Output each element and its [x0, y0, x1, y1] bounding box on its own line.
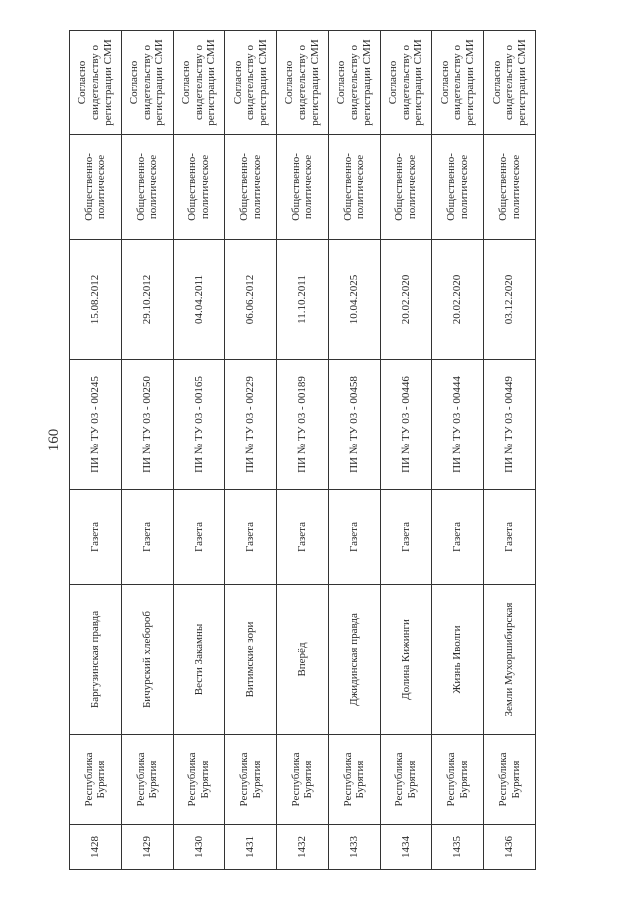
- registration-date-cell: 20.02.2020: [380, 240, 432, 360]
- region-cell: Республика Бурятия: [432, 735, 484, 825]
- table-row: [380, 31, 432, 870]
- row-number: 1430: [173, 825, 225, 870]
- table-row: [173, 31, 225, 870]
- media-name-cell: Джидинская правда: [328, 585, 380, 735]
- registration-date-cell: 15.08.2012: [70, 240, 122, 360]
- rights-cell: Согласно свидетельству о регистрации СМИ: [225, 31, 277, 135]
- registration-date-cell: 11.10.2011: [277, 240, 329, 360]
- rights-cell: Согласно свидетельству о регистрации СМИ: [277, 31, 329, 135]
- media-name-cell: Вести Закамны: [173, 585, 225, 735]
- media-form-cell: Газета: [225, 490, 277, 585]
- media-name-cell: Витимские зори: [225, 585, 277, 735]
- media-form-cell: Газета: [484, 490, 536, 585]
- media-form-cell: Газета: [277, 490, 329, 585]
- row-number: 1428: [70, 825, 122, 870]
- registration-number-cell: ПИ № ТУ 03 - 00446: [380, 360, 432, 490]
- rights-cell: Согласно свидетельству о регистрации СМИ: [432, 31, 484, 135]
- row-number: 1432: [277, 825, 329, 870]
- rights-cell: Согласно свидетельству о регистрации СМИ: [380, 31, 432, 135]
- table-row: [328, 31, 380, 870]
- registration-date-cell: 06.06.2012: [225, 240, 277, 360]
- registry-table-container: [69, 31, 536, 870]
- registration-date-cell: 20.02.2020: [432, 240, 484, 360]
- registration-number-cell: ПИ № ТУ 03 - 00189: [277, 360, 329, 490]
- category-cell: Общественно-политическое: [173, 135, 225, 240]
- category-cell: Общественно-политическое: [432, 135, 484, 240]
- media-name-cell: Бичурский хлебороб: [121, 585, 173, 735]
- table-row: [484, 31, 536, 870]
- registration-number-cell: ПИ № ТУ 03 - 00245: [70, 360, 122, 490]
- media-form-cell: Газета: [380, 490, 432, 585]
- row-number: 1435: [432, 825, 484, 870]
- registration-number-cell: ПИ № ТУ 03 - 00165: [173, 360, 225, 490]
- row-number: 1431: [225, 825, 277, 870]
- registration-number-cell: ПИ № ТУ 03 - 00229: [225, 360, 277, 490]
- media-name-cell: Долина Кижинги: [380, 585, 432, 735]
- region-cell: Республика Бурятия: [380, 735, 432, 825]
- media-name-cell: Жизнь Иволги: [432, 585, 484, 735]
- registration-number-cell: ПИ № ТУ 03 - 00444: [432, 360, 484, 490]
- row-number: 1433: [328, 825, 380, 870]
- row-number: 1434: [380, 825, 432, 870]
- region-cell: Республика Бурятия: [484, 735, 536, 825]
- rights-cell: Согласно свидетельству о регистрации СМИ: [70, 31, 122, 135]
- category-cell: Общественно-политическое: [225, 135, 277, 240]
- media-name-cell: Баргузинская правда: [70, 585, 122, 735]
- media-form-cell: Газета: [173, 490, 225, 585]
- category-cell: Общественно-политическое: [484, 135, 536, 240]
- row-number: 1436: [484, 825, 536, 870]
- rights-cell: Согласно свидетельству о регистрации СМИ: [328, 31, 380, 135]
- media-form-cell: Газета: [121, 490, 173, 585]
- registration-date-cell: 03.12.2020: [484, 240, 536, 360]
- registration-date-cell: 10.04.2025: [328, 240, 380, 360]
- registration-date-cell: 04.04.2011: [173, 240, 225, 360]
- category-cell: Общественно-политическое: [328, 135, 380, 240]
- media-form-cell: Газета: [432, 490, 484, 585]
- category-cell: Общественно-политическое: [380, 135, 432, 240]
- region-cell: Республика Бурятия: [121, 735, 173, 825]
- media-name-cell: Вперёд: [277, 585, 329, 735]
- rights-cell: Согласно свидетельству о регистрации СМИ: [173, 31, 225, 135]
- region-cell: Республика Бурятия: [277, 735, 329, 825]
- table-row: [432, 31, 484, 870]
- registration-number-cell: ПИ № ТУ 03 - 00449: [484, 360, 536, 490]
- registration-date-cell: 29.10.2012: [121, 240, 173, 360]
- row-number: 1429: [121, 825, 173, 870]
- region-cell: Республика Бурятия: [70, 735, 122, 825]
- page-number: 160: [45, 428, 62, 452]
- table-row: [121, 31, 173, 870]
- category-cell: Общественно-политическое: [70, 135, 122, 240]
- media-registry-table: [69, 30, 536, 870]
- category-cell: Общественно-политическое: [277, 135, 329, 240]
- table-row: [225, 31, 277, 870]
- region-cell: Республика Бурятия: [173, 735, 225, 825]
- region-cell: Республика Бурятия: [328, 735, 380, 825]
- rights-cell: Согласно свидетельству о регистрации СМИ: [121, 31, 173, 135]
- rights-cell: Согласно свидетельству о регистрации СМИ: [484, 31, 536, 135]
- region-cell: Республика Бурятия: [225, 735, 277, 825]
- table-row: [277, 31, 329, 870]
- registration-number-cell: ПИ № ТУ 03 - 00458: [328, 360, 380, 490]
- media-form-cell: Газета: [70, 490, 122, 585]
- table-row: [70, 31, 122, 870]
- media-form-cell: Газета: [328, 490, 380, 585]
- registration-number-cell: ПИ № ТУ 03 - 00250: [121, 360, 173, 490]
- category-cell: Общественно-политическое: [121, 135, 173, 240]
- media-name-cell: Земли Мухоршибирская: [484, 585, 536, 735]
